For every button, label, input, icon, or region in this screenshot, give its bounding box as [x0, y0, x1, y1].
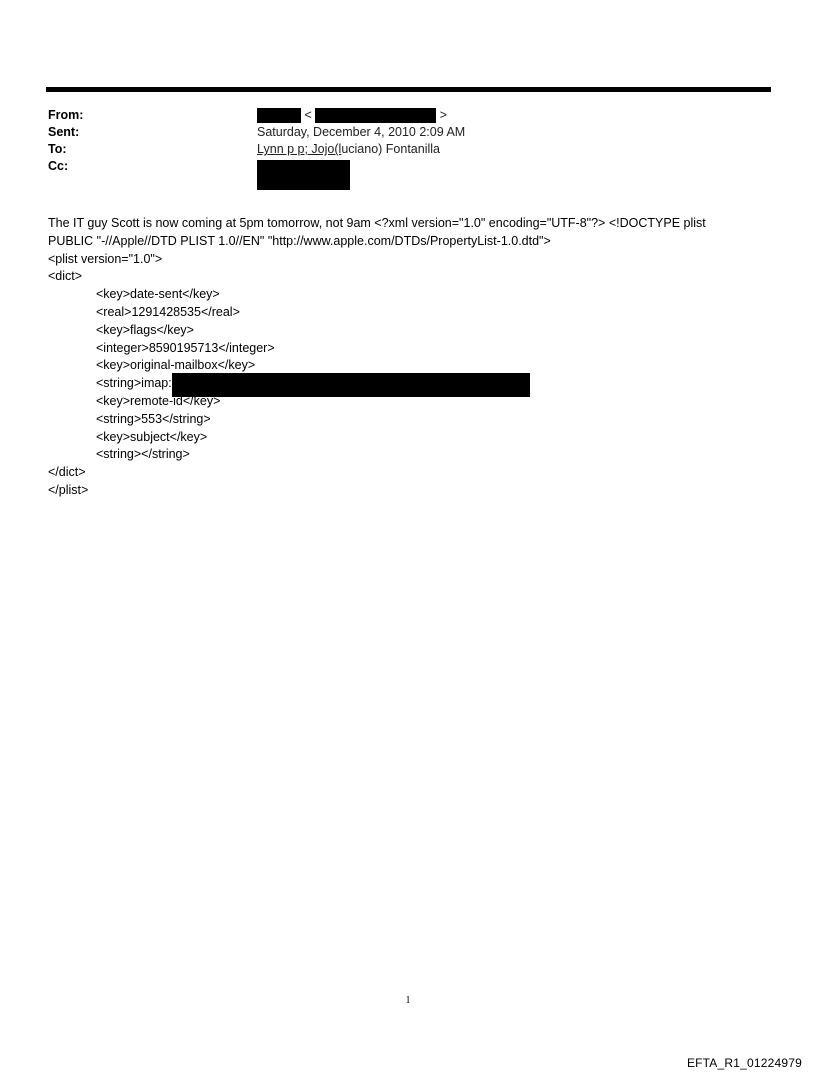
sent-row — [48, 124, 768, 141]
body-line: <integer>8590195713</integer> — [96, 340, 275, 355]
body-line: <string>553</string> — [96, 411, 211, 426]
email-header — [48, 107, 768, 175]
body-line: </dict> — [48, 465, 86, 480]
to-recipients-link: Lynn p p; Jojo(l — [257, 142, 342, 156]
to-label: To: — [48, 142, 67, 156]
from-row — [48, 107, 768, 124]
body-line: <key>flags</key> — [96, 322, 194, 337]
header-rule — [46, 87, 771, 92]
redaction-cc — [257, 160, 350, 190]
body-line: <key>date-sent</key> — [96, 287, 220, 302]
body-line: The IT guy Scott is now coming at 5pm tomorrow, not 9am <?xml version="1.0" encoding="UTF-8"?> <!DOCTYPE plist — [48, 216, 706, 230]
cc-row — [48, 158, 768, 175]
page-number: 1 — [405, 995, 411, 1006]
redaction-imap — [172, 373, 530, 397]
sent-value: Saturday, December 4, 2010 2:09 AM — [257, 125, 466, 139]
redaction-from-name — [257, 108, 301, 123]
from-open-bracket: < — [304, 108, 312, 122]
body-line: <real>1291428535</real> — [96, 304, 240, 319]
cc-label: Cc: — [48, 159, 69, 173]
sent-label: Sent: — [48, 125, 80, 139]
body-line: <string></string> — [96, 447, 190, 462]
redaction-from-email — [315, 108, 436, 123]
from-label: From: — [48, 108, 84, 122]
to-value — [257, 141, 440, 158]
imap-text: <string>imap: — [96, 376, 172, 391]
document-id: EFTA_R1_01224979 — [686, 1056, 802, 1070]
body-line-imap — [48, 375, 768, 393]
cc-value — [257, 160, 350, 190]
body-line: <key>original-mailbox</key> — [96, 358, 256, 373]
body-line: <key>remote-id</key> — [96, 393, 221, 408]
to-recipients-rest: uciano) Fontanilla — [341, 142, 440, 156]
email-body — [48, 215, 768, 500]
from-close-bracket: > — [439, 108, 448, 122]
body-line: <key>subject</key> — [96, 429, 208, 444]
body-line: <dict> — [48, 269, 83, 284]
to-row — [48, 141, 768, 158]
body-line: </plist> — [48, 482, 89, 497]
body-line: <plist version="1.0"> — [48, 251, 163, 266]
body-line: PUBLIC "-//Apple//DTD PLIST 1.0//EN" "http://www.apple.com/DTDs/PropertyList-1.0.dtd"> — [48, 233, 551, 248]
from-value — [257, 107, 447, 124]
